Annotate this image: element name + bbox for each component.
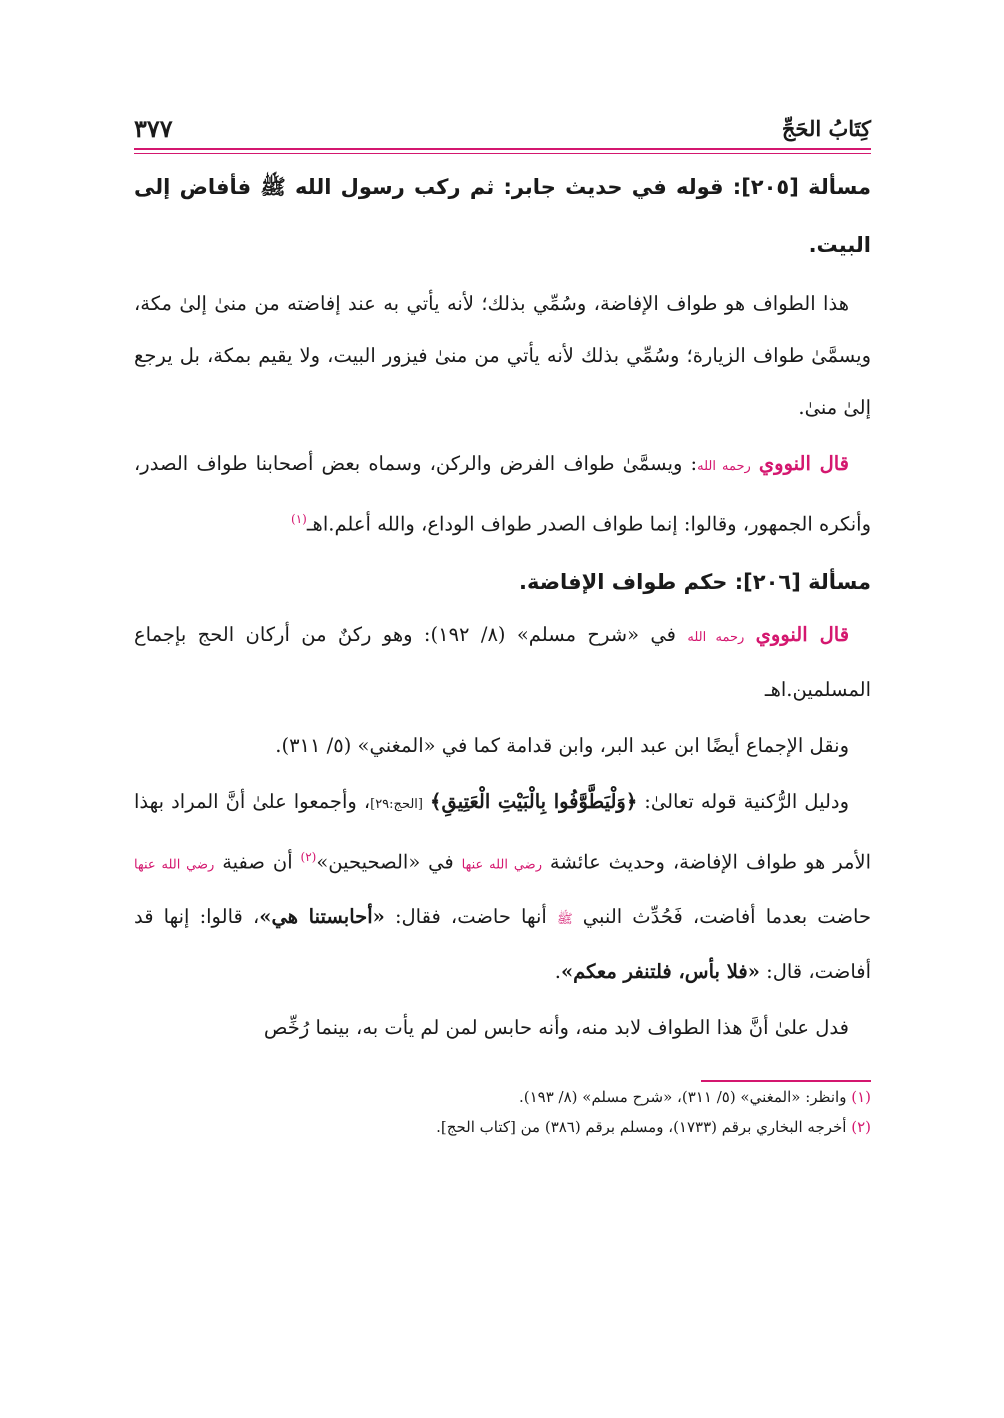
issue-206-paragraph-2: ونقل الإجماع أيضًا ابن عبد البر، وابن قدامة كما في «المغني» (٥/ ٣١١).	[275, 733, 849, 757]
paragraph-text: ، وأجمعوا علىٰ أنَّ المراد بهذا الأمر هو طواف الإفاضة، وحديث عائشة	[134, 789, 871, 873]
scholar-name: قال النووي	[755, 622, 850, 646]
page	[134, 110, 871, 1142]
page-number: ٣٧٧	[134, 114, 173, 143]
footnote-2	[134, 1112, 871, 1142]
paragraph-text: أن صفية	[222, 850, 301, 873]
chapter-title: كِتَابُ الحَجِّ	[781, 116, 871, 141]
issue-206-paragraph-1	[134, 609, 871, 716]
footnote-number: (٢)	[851, 1118, 871, 1136]
header-rule-thick	[134, 148, 871, 150]
issue-206-paragraph-4: فدل علىٰ أنَّ هذا الطواف لابد منه، وأنه حابس لمن لم يأت به، بينما رُخِّص	[263, 1016, 849, 1039]
issue-206-paragraph-3	[134, 776, 871, 999]
paragraph-text: حاضت بعدما أفاضت، فَحُدِّث النبي	[582, 905, 871, 928]
paragraph-text: أنها حاضت، فقال:	[384, 905, 557, 928]
footnote-1	[134, 1082, 871, 1112]
paragraph-text: .	[554, 960, 561, 983]
honorific: رضي الله عنها	[461, 857, 542, 872]
paragraph-text: في «شرح مسلم» (٨/ ١٩٢): وهو ركنٌ من أركان الحج بإجماع المسلمين.اهـ	[134, 622, 871, 701]
honorific: رحمه الله	[687, 629, 745, 645]
honorific: رضي الله عنها	[134, 857, 215, 872]
paragraph-text: ، قالوا: إنها قد أفاضت، قال:	[134, 905, 871, 983]
quran-verse: ﴿وَلْيَطَّوَّفُوا بِالْبَيْتِ الْعَتِيقِ﴾	[430, 789, 638, 813]
hadith-quote: «فلا بأس، فلتنفر معكم»	[560, 960, 760, 983]
running-header	[134, 110, 871, 144]
paragraph-text: : ويسمَّىٰ طواف الفرض والركن، وسماه بعض أصحابنا طواف الصدر، وأنكره الجمهور، وقالوا: إنما طواف الصدر طواف الوداع، والله أعلم.اهـ	[134, 452, 871, 536]
honorific: ﷺ	[556, 912, 573, 927]
footnote-ref-2: (٢)	[300, 849, 317, 864]
footnote-text: أخرجه البخاري برقم (١٧٣٣)، ومسلم برقم (٣٨٦) من [كتاب الحج].	[436, 1118, 852, 1136]
paragraph-text: ودليل الرُّكنية قوله تعالىٰ:	[637, 789, 849, 813]
scholar-name: قال النووي	[758, 452, 850, 475]
issue-205-paragraph-1: هذا الطواف هو طواف الإفاضة، وسُمِّي بذلك؛ لأنه يأتي به عند إفاضته من منىٰ إلىٰ مكة، ويسمَّىٰ طواف الزيارة؛ وسُمِّي بذلك لأنه يأتي من منىٰ فيزور البيت، ولا يقيم بمكة، بل يرجع إلىٰ منىٰ.	[134, 292, 871, 419]
issue-205-heading: مسألة [٢٠٥]: قوله في حديث جابر: ثم ركب رسول الله ﷺ فأفاض إلى البيت.	[134, 175, 871, 257]
issue-206-heading: مسألة [٢٠٦]: حكم طواف الإفاضة.	[518, 569, 871, 594]
honorific: رحمه الله	[697, 459, 751, 474]
footnote-number: (١)	[851, 1088, 871, 1106]
footnote-ref-1: (١)	[291, 512, 307, 526]
verse-reference: [الحج:٢٩]	[370, 796, 423, 812]
header-rule-thin	[134, 153, 871, 154]
issue-205-paragraph-2	[134, 438, 871, 551]
footnote-text: وانظر: «المغني» (٥/ ٣١١)، «شرح مسلم» (٨/ ١٩٣).	[518, 1088, 852, 1106]
hadith-quote: «أحابستنا هي»	[259, 905, 385, 928]
paragraph-text: في «الصحيحين»	[316, 850, 462, 873]
